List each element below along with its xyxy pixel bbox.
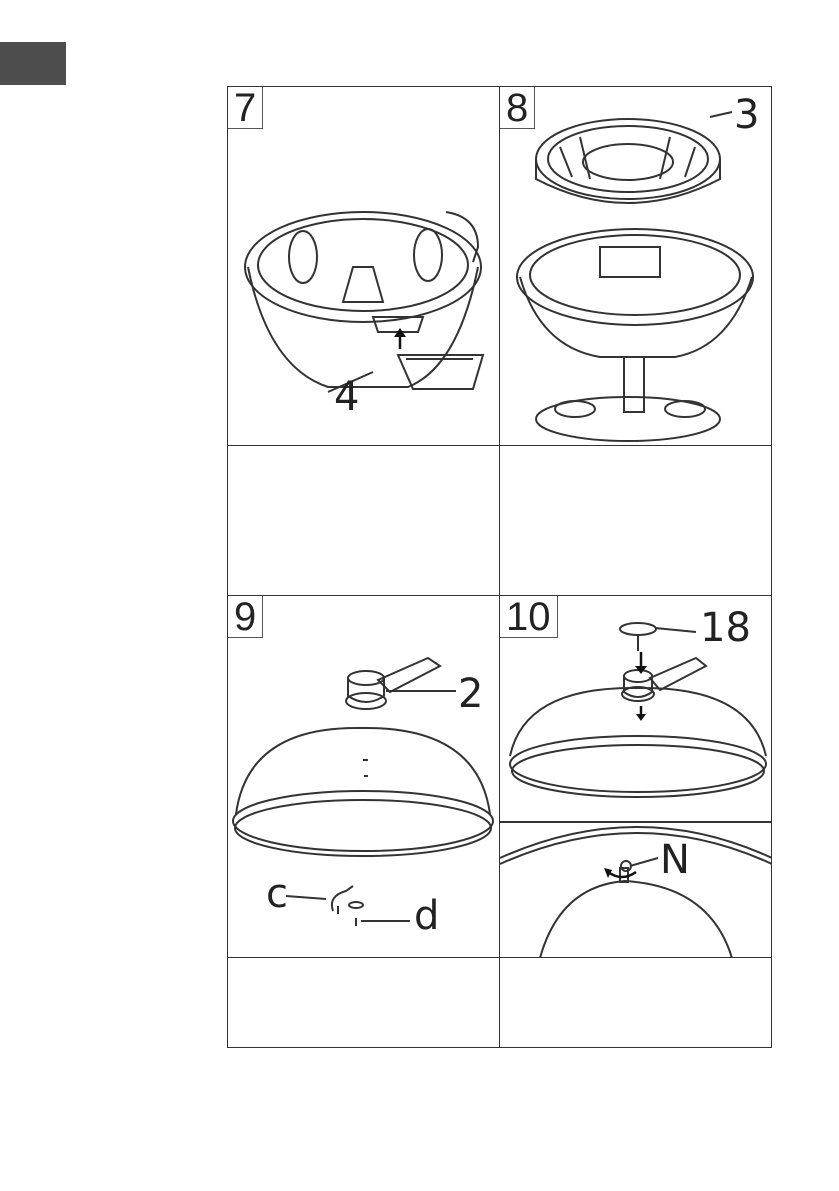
language-tab <box>0 42 66 85</box>
step-8-panel <box>500 87 772 446</box>
part-label-c: c <box>266 871 288 917</box>
part-label-18: 18 <box>700 605 751 651</box>
part-label-d: d <box>414 893 440 939</box>
part-label-3: 3 <box>734 92 760 138</box>
step-8-number: 8 <box>500 87 535 129</box>
step-9-text-cell <box>228 958 500 1047</box>
step-10-panel <box>500 596 772 958</box>
arrow-up-icon <box>228 87 500 446</box>
part-label-4: 4 <box>334 374 360 420</box>
grill-plate-assembly-illustration <box>500 87 772 446</box>
part-label-n: N <box>660 837 690 883</box>
step-7-text-cell <box>228 446 500 596</box>
step-10-number: 10 <box>500 596 558 638</box>
instruction-grid <box>227 86 772 1048</box>
step-7-number: 7 <box>228 87 263 129</box>
rotate-arrow-icon <box>500 596 772 958</box>
step-7-panel <box>228 87 500 446</box>
step-10-text-cell <box>500 958 772 1047</box>
step-8-text-cell <box>500 446 772 596</box>
page-corner-mark <box>0 0 5 42</box>
step-9-number: 9 <box>228 596 263 638</box>
part-label-2: 2 <box>458 671 484 717</box>
step-9-panel <box>228 596 500 958</box>
